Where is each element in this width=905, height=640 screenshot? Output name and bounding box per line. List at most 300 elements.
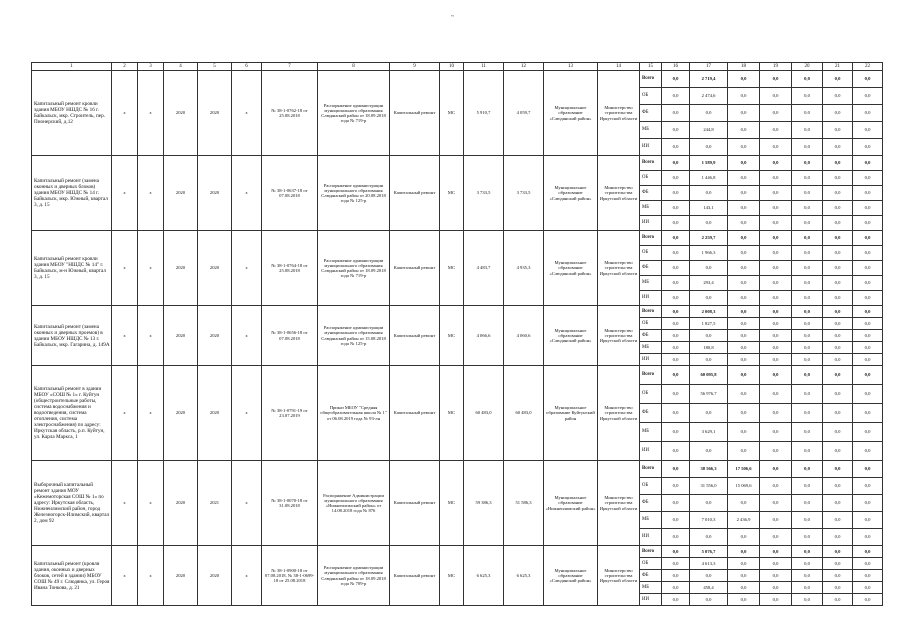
funding-value-cell: 0,0: [853, 156, 883, 171]
funding-value-cell: 0,0: [823, 330, 853, 342]
funding-source-label: ФБ: [640, 570, 662, 582]
header-col-2: 2: [112, 63, 138, 71]
funding-source-label: ФБ: [640, 404, 662, 423]
funding-value-cell: 0,0: [662, 291, 690, 306]
funding-value-cell: 0,0: [853, 306, 883, 318]
funding-value-cell: 0,0: [662, 495, 690, 512]
funding-value-cell: 0,0: [823, 582, 853, 594]
funding-value-cell: 0,0: [662, 366, 690, 385]
funding-source-label: ОБ: [640, 171, 662, 186]
funding-value-cell: 0,0: [728, 558, 760, 570]
object-cell-c4: 2020: [164, 231, 198, 306]
funding-value-cell: 0,0: [853, 105, 883, 122]
funding-value-cell: 0,0: [662, 558, 690, 570]
header-col-22: 22: [853, 63, 883, 71]
funding-value-cell: 0,0: [760, 512, 792, 529]
object-cell-c11: 59 386,3: [464, 461, 504, 546]
object-cell-c9: Капитальный ремонт: [390, 231, 440, 306]
funding-source-label: МБ: [640, 423, 662, 442]
object-cell-c8: Распоряжение администрации муниципального образования Слюдянский район от 18.09.2018 года № 719-р: [318, 231, 390, 306]
funding-source-label: ИИ: [640, 216, 662, 231]
object-cell-c12: 4 060,6: [504, 306, 544, 366]
funding-value-cell: 0,0: [853, 261, 883, 276]
funding-value-cell: 0,0: [792, 546, 823, 558]
funding-value-cell: 60 095,8: [690, 366, 728, 385]
object-cell-c11: 3 733,5: [464, 156, 504, 231]
funding-value-cell: 0,0: [823, 478, 853, 495]
object-cell-c10: МС: [440, 71, 464, 156]
header-col-14: 14: [598, 63, 640, 71]
funding-value-cell: 0,0: [728, 306, 760, 318]
funding-value-cell: 0,0: [662, 171, 690, 186]
funding-value-cell: 0,0: [792, 291, 823, 306]
funding-value-cell: 0,0: [853, 570, 883, 582]
header-col-20: 20: [792, 63, 823, 71]
funding-value-cell: 0,0: [760, 330, 792, 342]
funding-value-cell: 3 629,1: [690, 423, 728, 442]
object-cell-c7: № 38-1-0791-19 от 23.07.2019: [262, 366, 318, 461]
funding-value-cell: 0,0: [662, 442, 690, 461]
object-cell-c14: Министерство строительства Иркутской области: [598, 71, 640, 156]
funding-value-cell: 0,0: [823, 276, 853, 291]
object-cell-c10: МС: [440, 366, 464, 461]
funding-value-cell: 0,0: [662, 231, 690, 246]
funding-value-cell: 0,0: [760, 276, 792, 291]
object-name-cell: Капитальный ремонт (кровли здания, оконных и дверных блоков, сетей в здании) МБОУ СОШ № 49 г. Слюдянка, ул. Героя Ивана Тонкова, д. 21: [32, 546, 112, 606]
object-cell-c7: № 38-1-0637-18 от 07.08.2018: [262, 156, 318, 231]
object-cell-c7: № 38-1-0656-18 от 07.08.2018: [262, 306, 318, 366]
object-cell-c4: 2020: [164, 306, 198, 366]
funding-value-cell: 0,0: [728, 156, 760, 171]
funding-value-cell: 0,0: [662, 139, 690, 156]
funding-value-cell: 0,0: [690, 354, 728, 366]
object-cell-c5: 2021: [198, 461, 232, 546]
table-row: [32, 71, 883, 88]
object-cell-c13: Муниципальное образование Куйтунский район: [544, 366, 598, 461]
header-col-12: 12: [504, 63, 544, 71]
funding-value-cell: 0,0: [728, 385, 760, 404]
object-cell-c5: 2020: [198, 71, 232, 156]
object-cell-c2: х: [112, 546, 138, 606]
object-cell-c8: Распоряжение администрации муниципального образования Слюдянский район от 15.08.2018 года № 125-р: [318, 306, 390, 366]
funding-value-cell: 0,0: [792, 423, 823, 442]
funding-source-label: ИИ: [640, 442, 662, 461]
object-name-cell: Капитальный ремонт в здании МБОУ «СОШ № 1» г. Куйтун (общестроительные работы, система водоснабжения и водоотведения, система отопления, система электроснабжения) по адресу: Иркутская область, р.п. Куйтун, ул. Карла Маркса, 1: [32, 366, 112, 461]
header-col-15: 15: [640, 63, 662, 71]
funding-value-cell: 0,0: [823, 246, 853, 261]
object-cell-c8: Распоряжение администрации муниципального образования Слюдянский район от 18.09.2018 года № 709-р: [318, 546, 390, 606]
funding-source-label: Всего: [640, 71, 662, 88]
funding-value-cell: 31 556,0: [690, 478, 728, 495]
funding-value-cell: 0,0: [792, 366, 823, 385]
funding-value-cell: 0,0: [760, 318, 792, 330]
funding-value-cell: 2 474,6: [690, 88, 728, 105]
funding-value-cell: 0,0: [760, 216, 792, 231]
funding-value-cell: 0,0: [792, 385, 823, 404]
header-col-16: 16: [662, 63, 690, 71]
funding-value-cell: 15 069,6: [728, 478, 760, 495]
funding-value-cell: 0,0: [792, 570, 823, 582]
funding-value-cell: 0,0: [690, 139, 728, 156]
funding-value-cell: 5 076,7: [690, 546, 728, 558]
object-name-cell: Выборочный капитальный ремонт здания МОУ «Кежемоторская СОШ № 1» по адресу: Иркутская область, Нижнеилимский район, город Железногорск-Илимский, квартал 2, дом 92: [32, 461, 112, 546]
funding-source-label: ОБ: [640, 558, 662, 570]
object-cell-c3: х: [138, 366, 164, 461]
funding-value-cell: 0,0: [792, 276, 823, 291]
funding-value-cell: 0,0: [728, 88, 760, 105]
object-name-cell: Капитальный ремонт кровли здания МБОУ "НШДС № 14" г. Байкальск, м-н Южный, квартал 3, д. 15: [32, 231, 112, 306]
funding-value-cell: 0,0: [853, 385, 883, 404]
funding-value-cell: 0,0: [728, 122, 760, 139]
funding-value-cell: 0,0: [760, 354, 792, 366]
header-col-8: 8: [318, 63, 390, 71]
funding-value-cell: 1 589,9: [690, 156, 728, 171]
header-col-13: 13: [544, 63, 598, 71]
funding-value-cell: 0,0: [792, 478, 823, 495]
funding-value-cell: 0,0: [853, 231, 883, 246]
funding-source-label: ИИ: [640, 139, 662, 156]
funding-value-cell: 0,0: [662, 156, 690, 171]
funding-value-cell: 0,0: [728, 423, 760, 442]
object-cell-c3: х: [138, 306, 164, 366]
funding-value-cell: 0,0: [760, 461, 792, 478]
funding-value-cell: 0,0: [823, 171, 853, 186]
header-col-5: 5: [198, 63, 232, 71]
funding-value-cell: 0,0: [853, 442, 883, 461]
funding-value-cell: 0,0: [792, 342, 823, 354]
funding-value-cell: 0,0: [760, 306, 792, 318]
table-body: [32, 63, 883, 606]
funding-value-cell: 2 436,9: [728, 512, 760, 529]
object-cell-c10: МС: [440, 546, 464, 606]
funding-source-label: МБ: [640, 582, 662, 594]
header-col-21: 21: [823, 63, 853, 71]
funding-source-label: ИИ: [640, 291, 662, 306]
funding-value-cell: 0,0: [823, 156, 853, 171]
funding-value-cell: 0,0: [760, 404, 792, 423]
funding-value-cell: 0,0: [853, 594, 883, 606]
funding-source-label: Всего: [640, 156, 662, 171]
object-cell-c10: МС: [440, 306, 464, 366]
funding-value-cell: 0,0: [728, 139, 760, 156]
funding-value-cell: 0,0: [792, 558, 823, 570]
funding-value-cell: 0,0: [760, 105, 792, 122]
funding-value-cell: 0,0: [792, 306, 823, 318]
funding-value-cell: 0,0: [662, 512, 690, 529]
funding-value-cell: 0,0: [662, 423, 690, 442]
object-cell-c12: 3 733,5: [504, 156, 544, 231]
funding-value-cell: 0,0: [823, 306, 853, 318]
funding-value-cell: 0,0: [728, 594, 760, 606]
funding-value-cell: 0,0: [823, 495, 853, 512]
funding-value-cell: 0,0: [760, 385, 792, 404]
funding-value-cell: 0,0: [662, 330, 690, 342]
object-name-cell: Капитальный ремонт (замена оконных и дверных блоков) здания МБОУ НШДС № 14 г. Байкальск, мкр. Южный, квартал 3, д. 15: [32, 156, 112, 231]
object-cell-c6: х: [232, 71, 262, 156]
funding-value-cell: 0,0: [760, 122, 792, 139]
funding-value-cell: 0,0: [728, 342, 760, 354]
funding-source-label: МБ: [640, 342, 662, 354]
funding-value-cell: 0,0: [662, 404, 690, 423]
funding-value-cell: 0,0: [662, 546, 690, 558]
object-cell-c9: Капитальный ремонт: [390, 156, 440, 231]
table-row: [32, 231, 883, 246]
funding-value-cell: 0,0: [760, 529, 792, 546]
object-cell-c13: Муниципальное образование «Слюдянский район»: [544, 71, 598, 156]
object-cell-c6: х: [232, 231, 262, 306]
funding-source-label: ОБ: [640, 478, 662, 495]
funding-source-label: МБ: [640, 276, 662, 291]
funding-value-cell: 0,0: [690, 495, 728, 512]
funding-value-cell: 0,0: [853, 529, 883, 546]
object-cell-c12: 51 586,3: [504, 461, 544, 546]
object-cell-c13: Муниципальное образование «Нижнеилимский район»: [544, 461, 598, 546]
funding-value-cell: 0,0: [792, 330, 823, 342]
funding-value-cell: 0,0: [823, 216, 853, 231]
funding-value-cell: 0,0: [728, 276, 760, 291]
funding-value-cell: 0,0: [792, 186, 823, 201]
funding-value-cell: 0,0: [823, 291, 853, 306]
object-cell-c2: х: [112, 306, 138, 366]
funding-value-cell: 0,0: [760, 261, 792, 276]
funding-value-cell: 0,0: [728, 261, 760, 276]
funding-value-cell: 0,0: [760, 201, 792, 216]
table-row: [32, 156, 883, 171]
funding-source-label: ОБ: [640, 88, 662, 105]
funding-value-cell: 0,0: [662, 478, 690, 495]
object-cell-c13: Муниципальное образование «Слюдянский район»: [544, 306, 598, 366]
funding-value-cell: 0,0: [792, 318, 823, 330]
object-cell-c6: х: [232, 546, 262, 606]
funding-value-cell: 244,8: [690, 122, 728, 139]
funding-value-cell: 0,0: [853, 171, 883, 186]
funding-value-cell: 0,0: [823, 366, 853, 385]
object-cell-c14: Министерство строительства Иркутской области: [598, 546, 640, 606]
funding-value-cell: 0,0: [823, 546, 853, 558]
funding-value-cell: 0,0: [853, 318, 883, 330]
funding-value-cell: 0,0: [853, 330, 883, 342]
object-cell-c14: Министерство строительства Иркутской области: [598, 156, 640, 231]
funding-value-cell: 0,0: [728, 231, 760, 246]
funding-value-cell: 0,0: [823, 385, 853, 404]
funding-source-label: ОБ: [640, 318, 662, 330]
funding-value-cell: 0,0: [760, 582, 792, 594]
funding-value-cell: 0,0: [792, 261, 823, 276]
object-cell-c6: х: [232, 156, 262, 231]
funding-value-cell: 0,0: [662, 306, 690, 318]
funding-value-cell: 0,0: [853, 139, 883, 156]
funding-value-cell: 0,0: [662, 354, 690, 366]
object-cell-c11: 60 483,0: [464, 366, 504, 461]
funding-value-cell: 0,0: [853, 461, 883, 478]
header-col-4: 4: [164, 63, 198, 71]
page-number: ~: [450, 14, 455, 20]
funding-source-label: ФБ: [640, 495, 662, 512]
funding-value-cell: 0,0: [662, 570, 690, 582]
object-name-cell: Капитальный ремонт кровли здания МБОУ НШДС № 16 г. Байкальск, мкр. Строитель, пер. Пионерский, д.12: [32, 71, 112, 156]
funding-value-cell: 293,4: [690, 276, 728, 291]
object-cell-c8: Распоряжение администрации муниципального образования Слюдянский район от 20.08.2018 года № 125-р: [318, 156, 390, 231]
funding-value-cell: 0,0: [728, 105, 760, 122]
funding-value-cell: 180,8: [690, 342, 728, 354]
funding-source-label: ИИ: [640, 594, 662, 606]
funding-value-cell: 0,0: [690, 261, 728, 276]
funding-value-cell: 0,0: [760, 546, 792, 558]
funding-source-label: Всего: [640, 546, 662, 558]
funding-value-cell: 0,0: [792, 495, 823, 512]
funding-value-cell: 0,0: [690, 105, 728, 122]
funding-value-cell: 0,0: [823, 318, 853, 330]
funding-value-cell: 0,0: [853, 342, 883, 354]
funding-value-cell: 0,0: [792, 442, 823, 461]
object-cell-c9: Капитальный ремонт: [390, 306, 440, 366]
funding-value-cell: 0,0: [853, 291, 883, 306]
funding-value-cell: 0,0: [823, 71, 853, 88]
funding-value-cell: 143,1: [690, 201, 728, 216]
funding-value-cell: 0,0: [760, 71, 792, 88]
funding-value-cell: 0,0: [662, 385, 690, 404]
funding-value-cell: 0,0: [853, 186, 883, 201]
object-cell-c10: МС: [440, 156, 464, 231]
object-cell-c14: Министерство строительства Иркутской области: [598, 306, 640, 366]
funding-value-cell: 17 506,6: [728, 461, 760, 478]
funding-value-cell: 0,0: [823, 529, 853, 546]
funding-value-cell: 0,0: [853, 558, 883, 570]
funding-value-cell: 0,0: [760, 171, 792, 186]
funding-source-label: Всего: [640, 306, 662, 318]
funding-value-cell: 0,0: [760, 88, 792, 105]
funding-value-cell: 458,4: [690, 582, 728, 594]
funding-value-cell: 0,0: [823, 261, 853, 276]
funding-value-cell: 0,0: [823, 105, 853, 122]
funding-value-cell: 0,0: [662, 88, 690, 105]
object-cell-c11: 4 066,6: [464, 306, 504, 366]
funding-value-cell: 0,0: [792, 156, 823, 171]
object-cell-c9: Капитальный ремонт: [390, 366, 440, 461]
funding-value-cell: 0,0: [690, 330, 728, 342]
funding-value-cell: 0,0: [792, 88, 823, 105]
funding-source-label: МБ: [640, 201, 662, 216]
table-row: [32, 546, 883, 558]
funding-value-cell: 0,0: [853, 216, 883, 231]
funding-value-cell: 0,0: [662, 216, 690, 231]
funding-value-cell: 1 827,5: [690, 318, 728, 330]
funding-value-cell: 0,0: [823, 594, 853, 606]
object-cell-c4: 2020: [164, 156, 198, 231]
object-cell-c3: х: [138, 461, 164, 546]
funding-value-cell: 0,0: [690, 594, 728, 606]
funding-value-cell: 0,0: [853, 546, 883, 558]
table-row: [32, 366, 883, 385]
object-cell-c8: Приказ МБОУ "Средняя общеобразовательная школа № 1" от 06.08.2019 года № 93-лн: [318, 366, 390, 461]
funding-value-cell: 0,0: [760, 246, 792, 261]
object-cell-c8: Распоряжение Администрации муниципального образования «Нижнеилимский район» от 14.08.2018 года № 876: [318, 461, 390, 546]
funding-value-cell: 0,0: [823, 512, 853, 529]
funding-value-cell: 0,0: [760, 186, 792, 201]
object-cell-c4: 2020: [164, 71, 198, 156]
object-cell-c6: х: [232, 306, 262, 366]
object-cell-c10: МС: [440, 461, 464, 546]
object-cell-c14: Министерство строительства Иркутской области: [598, 231, 640, 306]
object-cell-c12: 60 483,0: [504, 366, 544, 461]
funding-value-cell: 7 010,3: [690, 512, 728, 529]
funding-value-cell: 0,0: [690, 404, 728, 423]
funding-value-cell: 0,0: [792, 105, 823, 122]
funding-value-cell: 0,0: [690, 216, 728, 231]
funding-source-label: Всего: [640, 461, 662, 478]
funding-value-cell: 0,0: [853, 88, 883, 105]
table-row: [32, 461, 883, 478]
funding-value-cell: 0,0: [792, 216, 823, 231]
funding-value-cell: 0,0: [690, 529, 728, 546]
funding-value-cell: 0,0: [728, 201, 760, 216]
funding-value-cell: 0,0: [728, 318, 760, 330]
funding-value-cell: 0,0: [662, 261, 690, 276]
object-cell-c2: х: [112, 366, 138, 461]
object-cell-c5: 2020: [198, 306, 232, 366]
funding-source-label: Всего: [640, 366, 662, 385]
funding-value-cell: 0,0: [792, 582, 823, 594]
funding-value-cell: 0,0: [853, 366, 883, 385]
funding-value-cell: 0,0: [662, 318, 690, 330]
funding-value-cell: 0,0: [823, 201, 853, 216]
funding-value-cell: 0,0: [760, 423, 792, 442]
header-col-10: 10: [440, 63, 464, 71]
funding-value-cell: 0,0: [728, 330, 760, 342]
funding-value-cell: 0,0: [823, 122, 853, 139]
funding-value-cell: 0,0: [728, 570, 760, 582]
funding-value-cell: 0,0: [853, 512, 883, 529]
funding-value-cell: 0,0: [823, 570, 853, 582]
object-cell-c2: х: [112, 71, 138, 156]
funding-value-cell: 0,0: [728, 495, 760, 512]
funding-value-cell: 0,0: [662, 529, 690, 546]
investment-table: [31, 62, 883, 606]
object-cell-c10: МС: [440, 231, 464, 306]
funding-value-cell: 0,0: [760, 495, 792, 512]
header-col-7: 7: [262, 63, 318, 71]
funding-value-cell: 0,0: [853, 404, 883, 423]
funding-value-cell: 0,0: [690, 570, 728, 582]
funding-value-cell: 0,0: [853, 354, 883, 366]
funding-value-cell: 0,0: [662, 246, 690, 261]
funding-source-label: ФБ: [640, 105, 662, 122]
object-cell-c7: № 38-1-0070-18 от 31.08.2018: [262, 461, 318, 546]
object-cell-c11: 6 625,3: [464, 546, 504, 606]
funding-source-label: ИИ: [640, 529, 662, 546]
object-cell-c4: 2020: [164, 546, 198, 606]
funding-value-cell: 1 966,3: [690, 246, 728, 261]
funding-source-label: ФБ: [640, 261, 662, 276]
funding-value-cell: 0,0: [728, 171, 760, 186]
funding-value-cell: 0,0: [728, 246, 760, 261]
funding-value-cell: 0,0: [728, 71, 760, 88]
funding-value-cell: 0,0: [823, 186, 853, 201]
funding-value-cell: 0,0: [853, 582, 883, 594]
funding-value-cell: 1 446,8: [690, 171, 728, 186]
funding-value-cell: 0,0: [728, 354, 760, 366]
header-col-9: 9: [390, 63, 440, 71]
funding-value-cell: 4 613,3: [690, 558, 728, 570]
funding-value-cell: 0,0: [662, 122, 690, 139]
funding-value-cell: 0,0: [792, 71, 823, 88]
funding-value-cell: 0,0: [728, 404, 760, 423]
object-cell-c6: х: [232, 461, 262, 546]
object-cell-c4: 2020: [164, 461, 198, 546]
funding-source-label: ОБ: [640, 246, 662, 261]
funding-value-cell: 2 719,4: [690, 71, 728, 88]
object-cell-c3: х: [138, 71, 164, 156]
